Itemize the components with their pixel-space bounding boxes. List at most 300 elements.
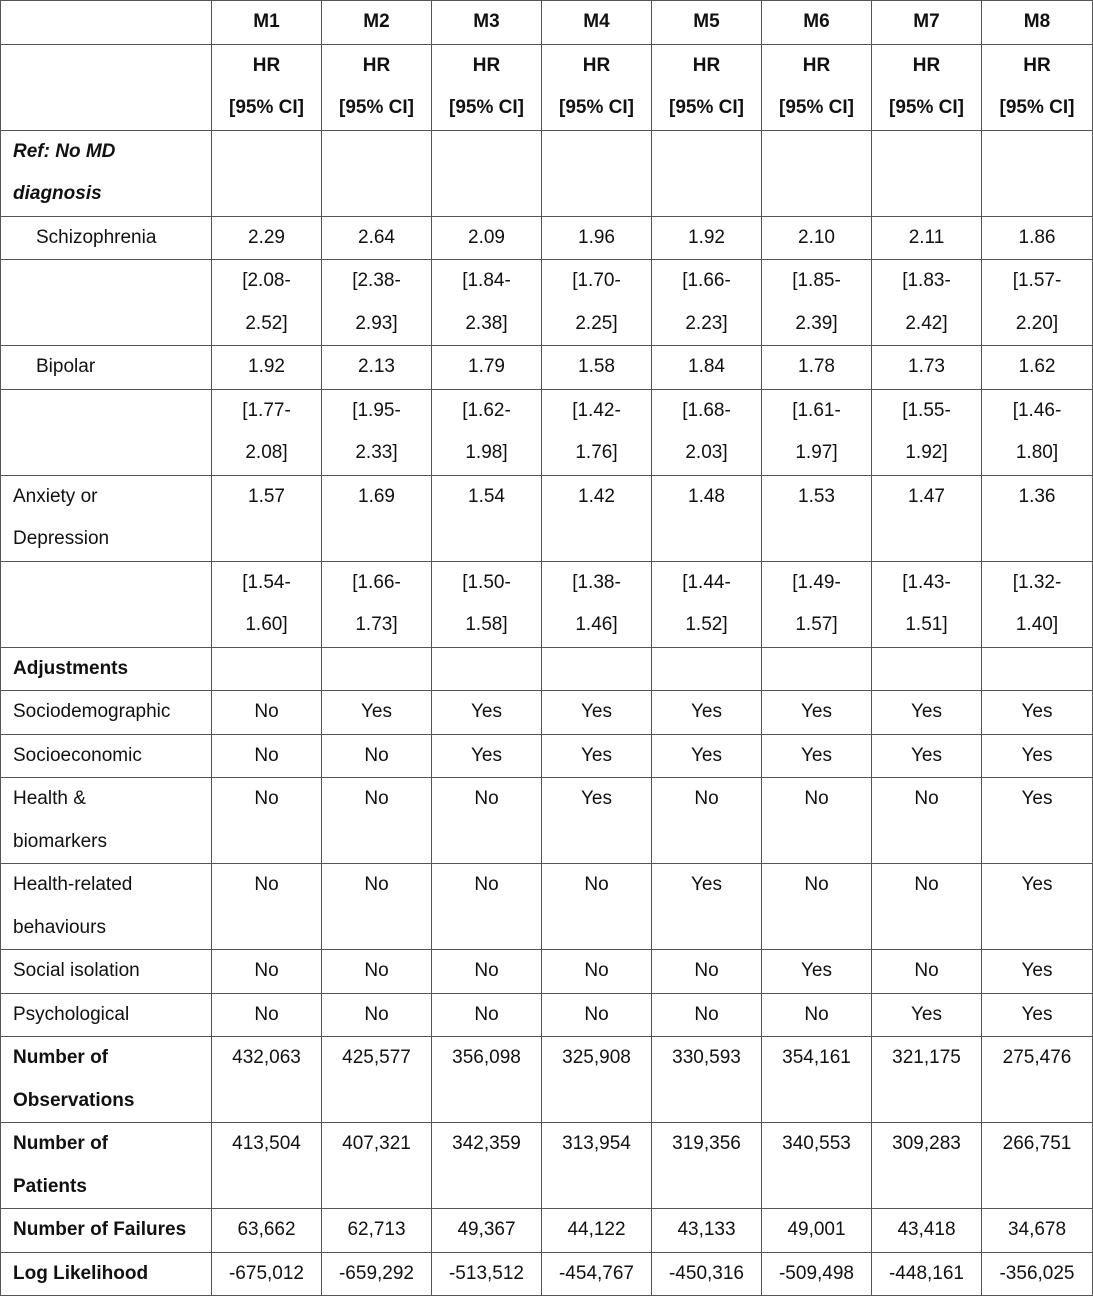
adjustment-value-cell [212,691,322,735]
ci-upper: 2.39] [795,312,838,334]
adjustment-row [1,993,1093,1037]
adjustment-value-cell [432,734,542,778]
ci-upper: 2.25] [575,312,618,334]
adjustment-value-cell [872,778,982,864]
adjustment-value-cell [872,734,982,778]
empty-cell [542,647,652,691]
adjustment-value: No [584,960,609,981]
adjustment-label-line: Health-related [13,874,133,895]
stat-value: -454,767 [558,1262,634,1284]
ci-value-cell [542,260,652,346]
stat-value: 309,283 [892,1133,961,1154]
corner-cell [1,1,212,45]
hr-value: 1.86 [1018,226,1056,248]
hr-label: HR [1023,54,1051,76]
ci-upper: 2.42] [905,312,948,334]
stat-value-cell [872,1209,982,1253]
adjustment-value: No [914,960,939,981]
diagnosis-ci-row [1,561,1093,647]
adjustment-label-line: Sociodemographic [13,701,171,722]
hr-value-cell [322,216,432,260]
stat-value: 266,751 [1002,1133,1072,1154]
stat-value: 313,954 [562,1133,631,1154]
stat-value: 319,356 [672,1133,741,1154]
adjustment-value-cell [982,993,1093,1037]
adjustment-value: Yes [801,744,832,766]
ci-upper: 1.57] [795,614,838,635]
adjustment-value-cell [872,691,982,735]
adjustment-value: Yes [911,701,942,722]
empty-cell [542,130,652,216]
hr-value-cell [762,346,872,390]
adjustment-value-cell [542,864,652,950]
stat-value-cell [872,1037,982,1123]
ci-upper: 1.40] [1015,614,1059,635]
ci-lower: [1.66- [682,270,731,291]
ci-value-cell [872,389,982,475]
ci-label: [95% CI] [889,97,964,118]
adjustment-value: Yes [691,874,722,895]
hr-value-cell [212,346,322,390]
diagnosis-hr-row [1,475,1093,561]
adjustment-row [1,778,1093,864]
ci-upper: 2.03] [685,442,728,463]
adjustment-value-cell [212,950,322,994]
empty-cell [212,130,322,216]
stat-row [1,1209,1093,1253]
adjustment-value-cell [872,993,982,1037]
adjustment-value-cell [652,778,762,864]
adjustment-label [1,864,212,950]
ci-lower: [1.68- [682,399,731,421]
adjustment-value-cell [542,734,652,778]
ci-upper: 1.51] [905,614,948,635]
stat-label-line: Number of Failures [13,1219,187,1240]
stat-value: 413,504 [232,1133,301,1154]
hr-value: 1.42 [578,485,615,507]
stat-value: 354,161 [782,1047,851,1068]
stat-value: 340,553 [782,1133,851,1154]
adjustment-label-line: Psychological [13,1003,130,1025]
hr-value-cell [652,216,762,260]
adjustment-label [1,734,212,778]
empty-cell [982,647,1093,691]
stat-value-cell [322,1209,432,1253]
stat-value: 62,713 [347,1219,406,1240]
stat-value-cell [762,1252,872,1296]
adjustment-value: No [254,874,279,895]
ci-upper: 1.92] [905,442,948,463]
adjustment-value: Yes [1021,874,1053,895]
adjustment-label-line: Social isolation [13,960,140,981]
adjustment-value-cell [982,691,1093,735]
adjustment-value-cell [762,778,872,864]
adjustment-value: No [254,744,279,766]
adjustment-value-cell [432,778,542,864]
adjustment-value: Yes [691,701,722,722]
adjustment-value-cell [322,691,432,735]
ci-value-cell [982,561,1093,647]
ci-upper: 1.60] [245,614,288,635]
hr-value: 2.11 [908,226,945,248]
adjustments-header-row [1,647,1093,691]
adjustment-value-cell [212,864,322,950]
adjustment-value-cell [212,993,322,1037]
stat-label-line: Log Likelihood [13,1262,149,1284]
adjustment-value-cell [762,691,872,735]
stat-value-cell [652,1123,762,1209]
hr-value: 1.48 [688,485,725,507]
hr-value-cell [212,216,322,260]
stat-value: 43,418 [897,1219,956,1240]
hr-label: HR [692,54,721,76]
stat-value: 330,593 [672,1047,741,1068]
table-body [1,1,1093,1296]
adjustment-value: Yes [1021,960,1053,981]
adjustment-label-line: Socioeconomic [13,744,142,766]
stat-value: -659,292 [338,1262,414,1284]
ci-upper: 2.20] [1015,312,1059,334]
stat-value-cell [322,1252,432,1296]
hr-value-cell [542,216,652,260]
hr-value: 2.09 [468,226,505,248]
adjustment-value-cell [322,778,432,864]
empty-cell [432,647,542,691]
ci-value-cell [542,561,652,647]
adjustment-value: No [804,874,829,895]
stat-value-cell [212,1252,322,1296]
ci-upper: 1.52] [685,614,728,635]
hr-value-cell [762,216,872,260]
hr-value: 2.13 [358,356,395,377]
adjustment-value-cell [652,864,762,950]
stat-row [1,1123,1093,1209]
ci-lower: [1.38- [572,571,621,593]
reference-label-line: diagnosis [13,183,102,204]
model-header [762,1,872,45]
ci-value-cell [652,389,762,475]
ci-lower: [1.49- [792,571,841,593]
adjustment-value-cell [322,734,432,778]
ci-lower: [1.42- [572,399,621,421]
model-header [212,1,322,45]
hr-value: 1.84 [688,356,725,377]
stat-value: -450,316 [668,1262,744,1284]
adjustment-value-cell [542,691,652,735]
hr-value-cell [542,346,652,390]
adjustment-value: No [474,874,499,895]
adjustment-value-cell [652,950,762,994]
stat-value: 356,098 [452,1047,521,1068]
empty-cell [872,647,982,691]
stat-value-cell [212,1123,322,1209]
hr-label: HR [802,54,831,76]
stat-label-line: Observations [13,1089,135,1111]
adjustment-value: Yes [1021,788,1053,809]
stat-value-cell [542,1037,652,1123]
metric-header [652,44,762,130]
hr-value-cell [982,216,1093,260]
stat-row [1,1037,1093,1123]
adjustment-value-cell [542,993,652,1037]
stat-value: 275,476 [1002,1047,1072,1068]
ci-lower: [1.62- [462,399,511,421]
stat-value-cell [652,1037,762,1123]
adjustment-value: Yes [581,701,612,722]
stat-value: 407,321 [342,1133,411,1154]
model-name: M4 [583,11,610,32]
adjustment-value: No [804,1003,829,1025]
adjustment-value-cell [432,950,542,994]
adjustment-value: No [254,1003,279,1025]
header-row-metric [1,44,1093,130]
stat-label-line: Number of [13,1047,108,1068]
metric-header [872,44,982,130]
hr-value-cell [982,346,1093,390]
ci-value-cell [762,561,872,647]
hr-value: 1.47 [908,485,945,507]
adjustment-value: No [694,1003,719,1025]
adjustment-value: No [694,788,719,809]
adjustment-value: Yes [1021,701,1053,722]
ci-value-cell [652,260,762,346]
ci-label: [95% CI] [339,97,414,118]
diagnosis-label [1,216,212,260]
adjustment-value: Yes [471,744,502,766]
stat-label [1,1037,212,1123]
stat-value: -509,498 [778,1262,854,1284]
hr-value: 2.29 [248,226,285,248]
ci-upper: 2.93] [355,312,398,334]
model-header [322,1,432,45]
diagnosis-ci-row [1,260,1093,346]
adjustment-value-cell [982,950,1093,994]
hr-value: 1.78 [798,356,835,377]
adjustment-value-cell [322,950,432,994]
stat-value-cell [322,1123,432,1209]
ci-value-cell [432,260,542,346]
ci-lower: [1.95- [352,399,401,421]
stat-value-cell [872,1123,982,1209]
hr-value-cell [872,475,982,561]
hr-value: 1.73 [908,356,945,377]
adjustment-value: No [584,874,609,895]
adjustment-value-cell [322,993,432,1037]
adjustment-label-line: biomarkers [13,830,107,852]
adjustment-value-cell [762,950,872,994]
adjustment-value-cell [872,950,982,994]
adjustment-value: No [804,788,829,809]
adjustment-value: Yes [1021,744,1053,766]
stat-label [1,1252,212,1296]
model-name: M2 [363,11,390,32]
model-header [982,1,1093,45]
ci-value-cell [982,260,1093,346]
ci-value-cell [322,389,432,475]
corner-cell-2 [1,44,212,130]
hr-value: 1.62 [1018,356,1056,377]
empty-cell [652,130,762,216]
ci-lower: [1.84- [462,270,511,291]
adjustment-value-cell [982,734,1093,778]
ci-value-cell [872,260,982,346]
adjustment-value: Yes [1021,1003,1053,1025]
ci-lower: [1.70- [572,270,621,291]
adjustments-label [1,647,212,691]
ci-lower: [1.50- [462,571,511,593]
adjustment-value-cell [652,993,762,1037]
diagnosis-hr-row [1,346,1093,390]
adjustments-label-text: Adjustments [13,657,129,679]
hr-value-cell [322,475,432,561]
model-name: M7 [913,11,940,32]
ci-upper: 1.98] [465,442,508,463]
adjustment-value: No [364,960,389,981]
model-name: M6 [803,11,830,32]
adjustment-value-cell [432,993,542,1037]
stat-value-cell [542,1252,652,1296]
model-header [542,1,652,45]
stat-value-cell [762,1123,872,1209]
stat-value: 44,122 [567,1219,626,1240]
diagnosis-label [1,475,212,561]
stat-value: 432,063 [232,1047,301,1068]
adjustment-value: No [254,960,279,981]
ci-value-cell [432,561,542,647]
adjustment-label [1,691,212,735]
hr-value: 1.57 [248,485,285,507]
ci-lower: [1.83- [902,270,951,291]
model-header [432,1,542,45]
ci-lower: [2.38- [352,270,401,291]
stat-label-line: Number of [13,1133,108,1154]
reference-label-line: Ref: No MD [13,140,116,162]
hr-value-cell [762,475,872,561]
hr-value: 1.69 [358,485,395,507]
diagnosis-label [1,346,212,390]
model-name: M1 [253,11,280,32]
stat-value: -448,161 [888,1262,964,1284]
adjustment-value: Yes [691,744,722,766]
empty-cell [762,130,872,216]
hr-value: 1.92 [248,356,285,377]
adjustment-value: Yes [911,1003,942,1025]
adjustment-value: No [474,1003,499,1025]
ci-value-cell [982,389,1093,475]
empty-cell [652,647,762,691]
ci-label: [95% CI] [449,97,524,118]
adjustment-label [1,778,212,864]
stat-label [1,1209,212,1253]
ci-value-cell [212,260,322,346]
hr-label: HR [252,54,281,76]
adjustment-value-cell [212,734,322,778]
adjustment-value-cell [542,950,652,994]
ci-value-cell [652,561,762,647]
ci-value-cell [872,561,982,647]
stat-value-cell [652,1252,762,1296]
stat-value: 63,662 [237,1219,296,1240]
adjustment-row [1,950,1093,994]
hr-label: HR [912,54,941,76]
stat-value: -675,012 [228,1262,304,1284]
ci-lower: [1.54- [242,571,291,593]
diagnosis-label-line: Schizophrenia [36,226,157,248]
reference-row [1,130,1093,216]
adjustment-value-cell [872,864,982,950]
diagnosis-label-line: Depression [13,528,110,549]
stat-value: 325,908 [562,1047,631,1068]
ci-lower: [1.61- [792,399,841,421]
adjustment-value: Yes [581,788,612,809]
ci-upper: 1.46] [575,614,618,635]
adjustment-value-cell [322,864,432,950]
stat-value: 342,359 [452,1133,521,1154]
ci-value-cell [212,561,322,647]
stat-value: 425,577 [342,1047,411,1068]
ci-upper: 1.58] [465,614,508,635]
empty-cell [762,647,872,691]
empty-label-cell [1,260,212,346]
ci-lower: [1.43- [902,571,951,593]
ci-label: [95% CI] [999,97,1075,118]
adjustment-value: No [584,1003,609,1025]
stat-value-cell [542,1123,652,1209]
ci-lower: [1.77- [242,399,291,421]
stat-value-cell [982,1252,1093,1296]
hr-value-cell [212,475,322,561]
adjustment-value-cell [432,691,542,735]
adjustment-row [1,691,1093,735]
stat-value-cell [762,1209,872,1253]
hr-value-cell [432,346,542,390]
empty-label-cell [1,389,212,475]
ci-lower: [2.08- [242,270,291,291]
adjustment-label [1,993,212,1037]
diagnosis-ci-row [1,389,1093,475]
ci-value-cell [542,389,652,475]
ci-value-cell [322,561,432,647]
adjustment-value: Yes [361,701,392,722]
metric-header [322,44,432,130]
ci-lower: [1.57- [1012,270,1062,291]
adjustment-value: No [914,788,939,809]
empty-cell [322,130,432,216]
adjustment-value: No [254,701,279,722]
adjustment-value: No [254,788,279,809]
stat-value: 49,367 [457,1219,516,1240]
adjustment-value-cell [762,734,872,778]
stat-value-cell [762,1037,872,1123]
ci-lower: [1.66- [352,571,401,593]
ci-upper: 1.76] [575,442,618,463]
ci-label: [95% CI] [779,97,854,118]
metric-header [762,44,872,130]
model-header [652,1,762,45]
ci-label: [95% CI] [229,97,304,118]
stat-value: 49,001 [787,1219,846,1240]
ci-label: [95% CI] [669,97,744,118]
empty-cell [432,130,542,216]
hr-label: HR [582,54,611,76]
hr-value-cell [542,475,652,561]
metric-header [982,44,1093,130]
ci-upper: 2.08] [245,442,288,463]
adjustment-label-line: Health & [13,788,86,809]
ci-upper: 2.52] [245,312,288,334]
adjustment-value: No [364,744,389,766]
adjustment-value: No [364,1003,389,1025]
